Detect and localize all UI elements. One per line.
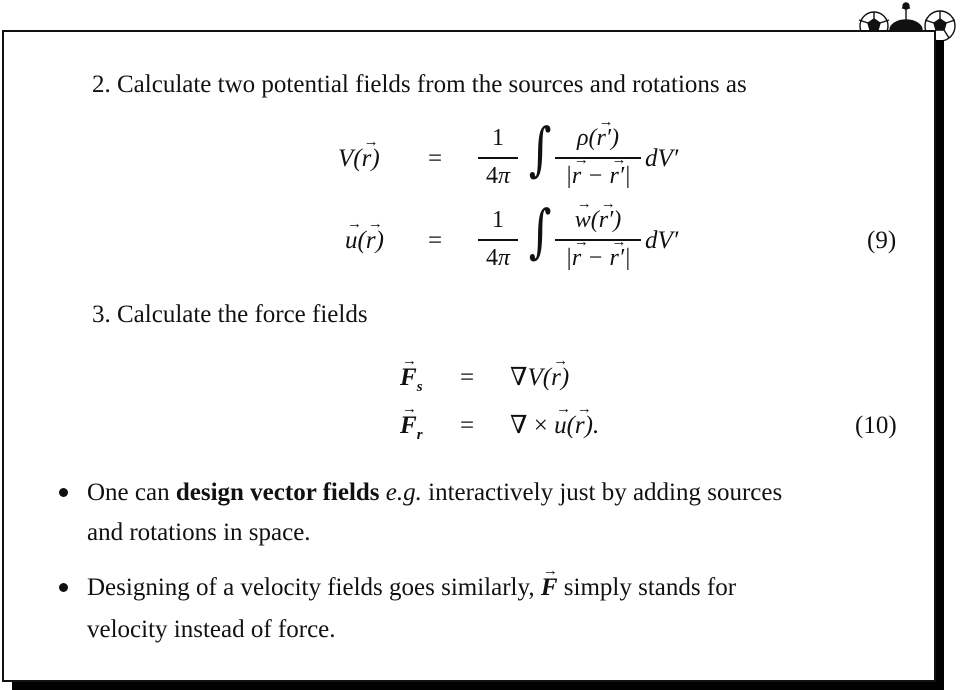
u-lhs: → u(→ r) [345, 228, 384, 253]
eq-9-number: (9) [867, 227, 897, 254]
bullet-1-dot [59, 488, 68, 497]
u-frac-num: 1 [492, 207, 504, 233]
bullet-2-dot [59, 583, 68, 592]
u-frac-bar [478, 239, 518, 241]
bullet-2-line-1: Designing of a velocity fields goes similarly, → F simply stands for [87, 575, 736, 600]
eq-sign-v: = [428, 145, 443, 172]
v-dv: dV′ [645, 145, 679, 172]
fr-rhs: ∇ × → u(→ r). [510, 413, 599, 438]
eq-sign-fs: = [460, 364, 475, 391]
u-frac-den: 4π [485, 245, 511, 271]
eq-10-number: (10) [855, 412, 897, 439]
slide-shadow-bottom [12, 682, 944, 690]
v-integral: ∫ [528, 115, 552, 183]
bullet-1-line-1: One can design vector fields e.g. interactively just by adding sources [87, 479, 783, 506]
u-integral: ∫ [528, 197, 552, 265]
bullet-2-line-2: velocity instead of force. [87, 616, 336, 643]
bullet-1-line-2: and rotations in space. [87, 519, 311, 546]
eq-sign-fr: = [460, 412, 475, 439]
v-main-bar [555, 157, 641, 159]
v-denom: |→ r − → r′| [555, 164, 641, 188]
fs-lhs: → $F_s$ [400, 365, 423, 395]
step-3-text: 3. Calculate the force fields [92, 301, 368, 328]
step-2-text: 2. Calculate two potential fields from the sources and rotations as [92, 71, 747, 98]
v-lhs: V(→ r) [338, 146, 380, 171]
fs-rhs: ∇V(→ r) [510, 365, 569, 390]
slide-shadow-right [936, 40, 944, 688]
u-denom: |→ r − → r′| [555, 246, 641, 270]
v-frac-bar [478, 157, 518, 159]
u-dv: dV′ [645, 227, 679, 254]
u-w-num: → w(→ r′) [555, 208, 641, 232]
v-rho-num: ρ(→ r′) [555, 126, 641, 150]
fr-lhs: → $F_r$ [400, 413, 423, 443]
v-frac-den: 4π [485, 163, 511, 189]
eq-sign-u: = [428, 227, 443, 254]
v-frac-num: 1 [492, 125, 504, 151]
u-main-bar [555, 239, 641, 241]
